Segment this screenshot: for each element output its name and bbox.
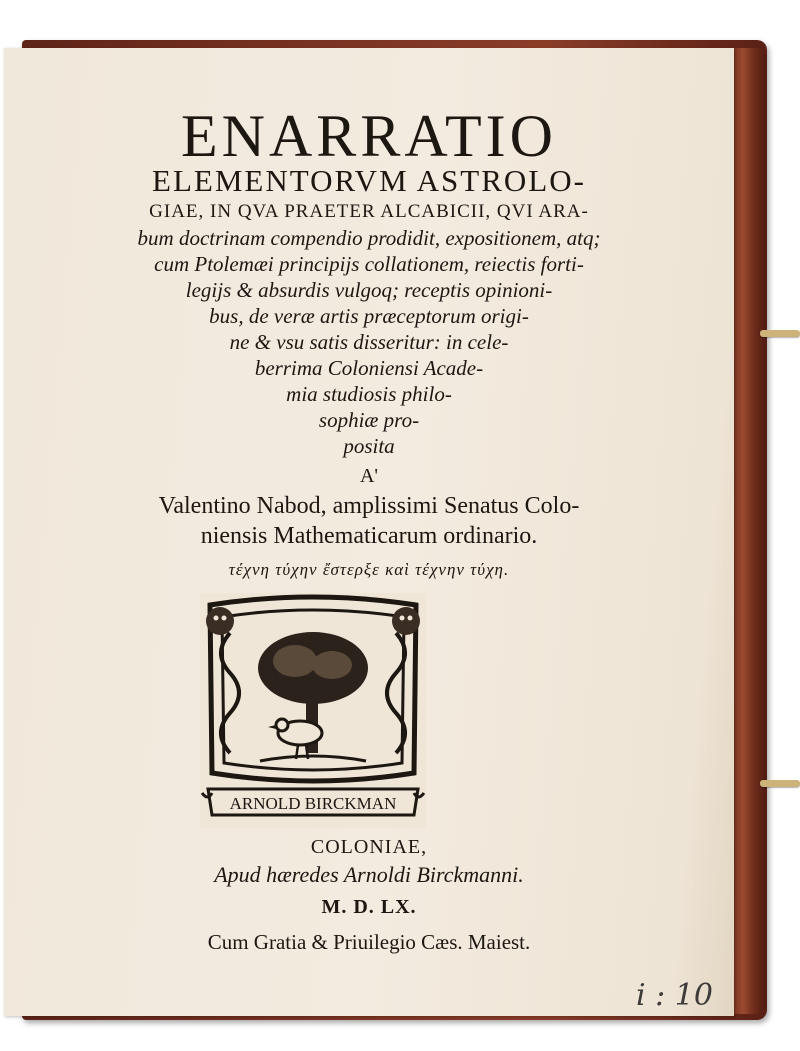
page-subtitle: ELEMENTORVM ASTROLO- [152,163,586,198]
page-title: ENARRATIO [181,103,557,169]
a-mark: A' [359,465,379,487]
italic-line: posita [343,434,395,458]
author-line: niensis Mathematicarum ordinario. [200,523,538,549]
cloth-tie-lower [760,780,800,787]
cloth-tie-upper [760,330,800,337]
caps-line: GIAE, IN QVA PRAETER ALCABICII, QVI ARA- [149,201,589,222]
author-line: Valentino Nabod, amplissimi Senatus Colo- [158,493,580,519]
printers-device-woodcut [200,593,426,828]
imprint-year: M. D. LX. [321,896,417,918]
imprint-publisher: Apud hæredes Arnoldi Birckmanni. [214,862,524,887]
title-page [4,48,734,1016]
imprint-city: COLONIAE, [310,836,428,858]
italic-line: cum Ptolemæi principijs collationem, reiectis forti- [154,252,584,276]
pencil-collation-note: i : 10 [636,978,713,1013]
italic-line: bum doctrinam compendio prodidit, expositionem, atq; [137,226,601,250]
binding-spine-edge [730,48,766,1014]
device-banner-text: ARNOLD BIRCKMAN [229,794,397,813]
italic-line: sophiæ pro- [318,408,420,432]
italic-line: legijs & absurdis vulgoq; receptis opinioni- [185,278,553,302]
privilege-line: Cum Gratia & Priuilegio Cæs. Maiest. [207,930,531,954]
greek-motto: τέχνη τύχην ἔστερξε καὶ τέχνην τύχη. [228,560,510,579]
italic-line: berrima Coloniensi Acade- [254,356,484,380]
italic-line: mia studiosis philo- [286,382,452,406]
italic-line: ne & vsu satis disseritur: in cele- [229,330,509,354]
italic-line: bus, de veræ artis præceptorum origi- [209,304,529,328]
